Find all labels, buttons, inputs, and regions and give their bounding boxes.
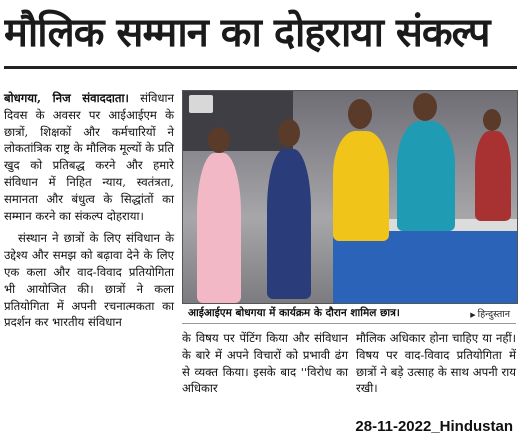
column-right-text: मौलिक अधिकार होना चाहिए या नहीं। विषय पर वाद-विवाद प्रतियोगिता में छात्रों ने बड़े उत्साह के साथ अपनी राय रखी। (356, 331, 516, 396)
photo-person (475, 131, 511, 221)
paragraph-1-text: संविधान दिवस के अवसर पर आईआईएम के छात्रों, शिक्षकों और कर्मचारियों ने लोकतांत्रिक राष्ट्र के मौलिक मूल्यों के प्रति खुद को प्रतिबद्ध करने और हमारे संविधान में निहित न्याय, स्वतंत्रता, समानता और बंधुत्व के सिद्धांतों का सम्मान करने का संकल्प दोहराया। (4, 91, 174, 223)
photo-credit-text: हिन्दुस्तान (477, 309, 510, 320)
news-photo (182, 90, 518, 304)
article-column-right (356, 330, 516, 397)
photo-person-head (348, 99, 372, 129)
article-paragraph-1 (4, 90, 174, 224)
headline: मौलिक सम्मान का दोहराया संकल्प (4, 10, 490, 56)
photo-credit (470, 307, 510, 320)
article-paragraph-2: संस्थान ने छात्रों के लिए संविधान के उद्देश्य और समझ को बढ़ावा देने के लिए एक कला और वाद-विवाद प्रतियोगिता भी आयोजित की। छात्रों ने कला प्रतियोगिता में अपनी रचनात्मकता का प्रदर्शन कर भारतीय संविधान (4, 231, 174, 330)
photo-person-head (278, 119, 300, 147)
column-middle-text: के विषय पर पेंटिंग किया और संविधान के बारे में अपने विचारों को प्रभावी ढंग से व्यक्त किया। इसके बाद ''विरोध का अधिकार (182, 331, 348, 396)
photo-caption-bar (182, 303, 516, 324)
photo-person (333, 131, 389, 241)
article-column-middle (182, 330, 348, 397)
photo-person-head (208, 127, 230, 153)
credit-triangle-icon: ▶ (470, 311, 476, 319)
photo-person-head (483, 109, 501, 131)
headline-rule (4, 66, 517, 69)
photo-person-head (413, 93, 437, 121)
article-column-left (4, 90, 174, 331)
dateline: बोधगया, निज संवाददाता। (4, 91, 129, 105)
photo-person (267, 149, 311, 299)
footer-date-source: 28-11-2022_Hindustan (355, 418, 513, 435)
photo-table-cloth (333, 231, 518, 303)
photo-caption: आईआईएम बोधगया में कार्यक्रम के दौरान शामिल छात्र। (188, 307, 400, 319)
photo-person (397, 121, 455, 231)
photo-person (197, 153, 241, 303)
photo-logo-sign (189, 95, 213, 113)
